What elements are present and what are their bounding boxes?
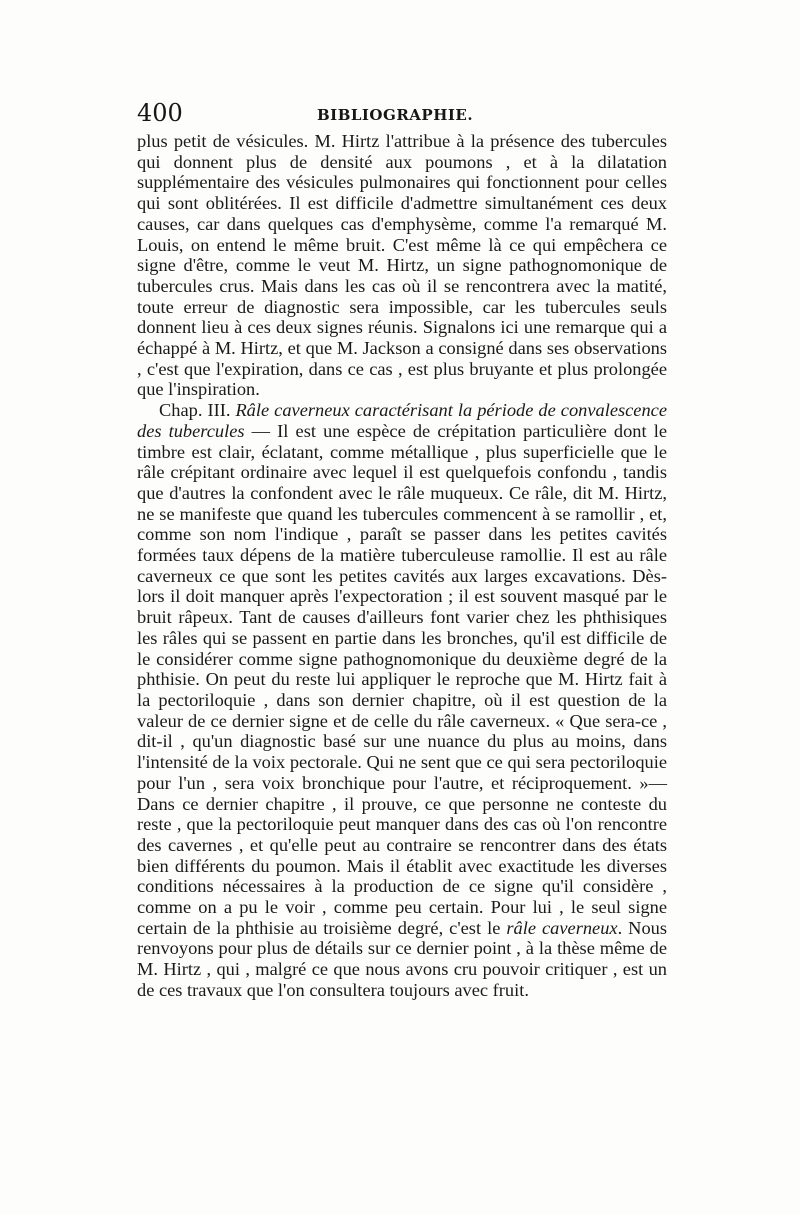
paragraph-2-text: — Il est une espèce de crépitation particulière dont le timbre est clair, éclatant, comme métallique , plus superficielle que le râle crépitant ordinaire avec lequel il est quelquefois confondu , tandis que d'autres la confondent avec le râle muqueux. Ce râle, dit M. Hirtz, ne se manifeste que quand les tubercules commencent à se ramollir , et, comme son nom l'indique , paraît se passer dans les petites cavités formées taux dépens de la matière tuberculeuse ramollie. Il est au râle caverneux ce que sont les petites cavités aux larges excavations. Dès-lors il doit manquer après l'expectoration ; il est souvent masqué par le bruit râpeux. Tant de causes d'ailleurs font varier chez les phthisiques les râles qui se passent en partie dans les bronches, qu'il est difficile de le considérer comme signe pathognomonique du deuxième degré de la phthisie. On peut du reste lui appliquer le reproche que M. Hirtz fait à la pectoriloquie , dans son dernier chapitre, où il est question de la valeur de ce dernier signe et de celle du râle caverneux. « Que sera-ce , dit-il , qu'un diagnostic basé sur une nuance du plus au moins, dans l'intensité de la voix pectorale. Qui ne sent que ce qui sera pectoriloquie pour l'un , sera voix bronchique pour l'autre, et réciproquement. »—Dans ce dernier chapitre , il prouve, ce que personne ne conteste du reste , que la pectoriloquie peut manquer dans des cas où l'on rencontre des cavernes , et qu'elle peut au contraire se rencontrer dans des états bien différents du poumon. Mais il établit avec exactitude les diverses conditions nécessaires à la production de ce signe qu'il considère , comme on a pu le voir , comme peu certain. Pour lui , le seul signe certain de la phthisie au troisième degré, c'est le	[137, 420, 667, 938]
page-number: 400	[137, 99, 183, 127]
paragraph-1	[137, 131, 667, 400]
paragraph-2	[137, 400, 667, 1000]
body-text	[137, 131, 667, 1001]
paragraph-1-text: plus petit de vésicules. M. Hirtz l'attribue à la présence des tubercules qui donnent plus de densité aux poumons , et à la dilatation supplémentaire des vésicules pulmonaires qui fonctionnent pour celles qui sont oblitérées. Il est difficile d'admettre simultanément ces deux causes, car dans quelques cas d'emphysème, comme l'a remarqué M. Louis, on entend le même bruit. C'est même là ce qui empêchera ce signe d'être, comme le veut M. Hirtz, un signe pathognomonique de tubercules crus. Mais dans les cas où il se rencontrera avec la matité, toute erreur de diagnostic sera impossible, car les tubercules seuls donnent lieu à ces deux signes réunis. Signalons ici une remarque qui a échappé à M. Hirtz, et que M. Jackson a consigné dans ses observations , c'est que l'expiration, dans ce cas , est plus bruyante et plus prolongée que l'inspiration.	[137, 131, 667, 400]
chapter-lead: Chap. III.	[159, 400, 236, 421]
chapter-title: Râle caverneux caractérisant la période de convalescence des tubercules	[137, 400, 667, 441]
page-header	[137, 100, 667, 126]
emphasis-rale-caverneux: râle caverneux	[506, 917, 618, 938]
paragraph-2-ending: . Nous renvoyons pour plus de détails sur ce dernier point , à la thèse même de M. Hirtz , qui , malgré ce que nous avons cru pouvoir critiquer , est un de ces travaux que l'on consultera toujours avec fruit.	[137, 917, 667, 1000]
running-title: BIBLIOGRAPHIE.	[317, 106, 474, 124]
